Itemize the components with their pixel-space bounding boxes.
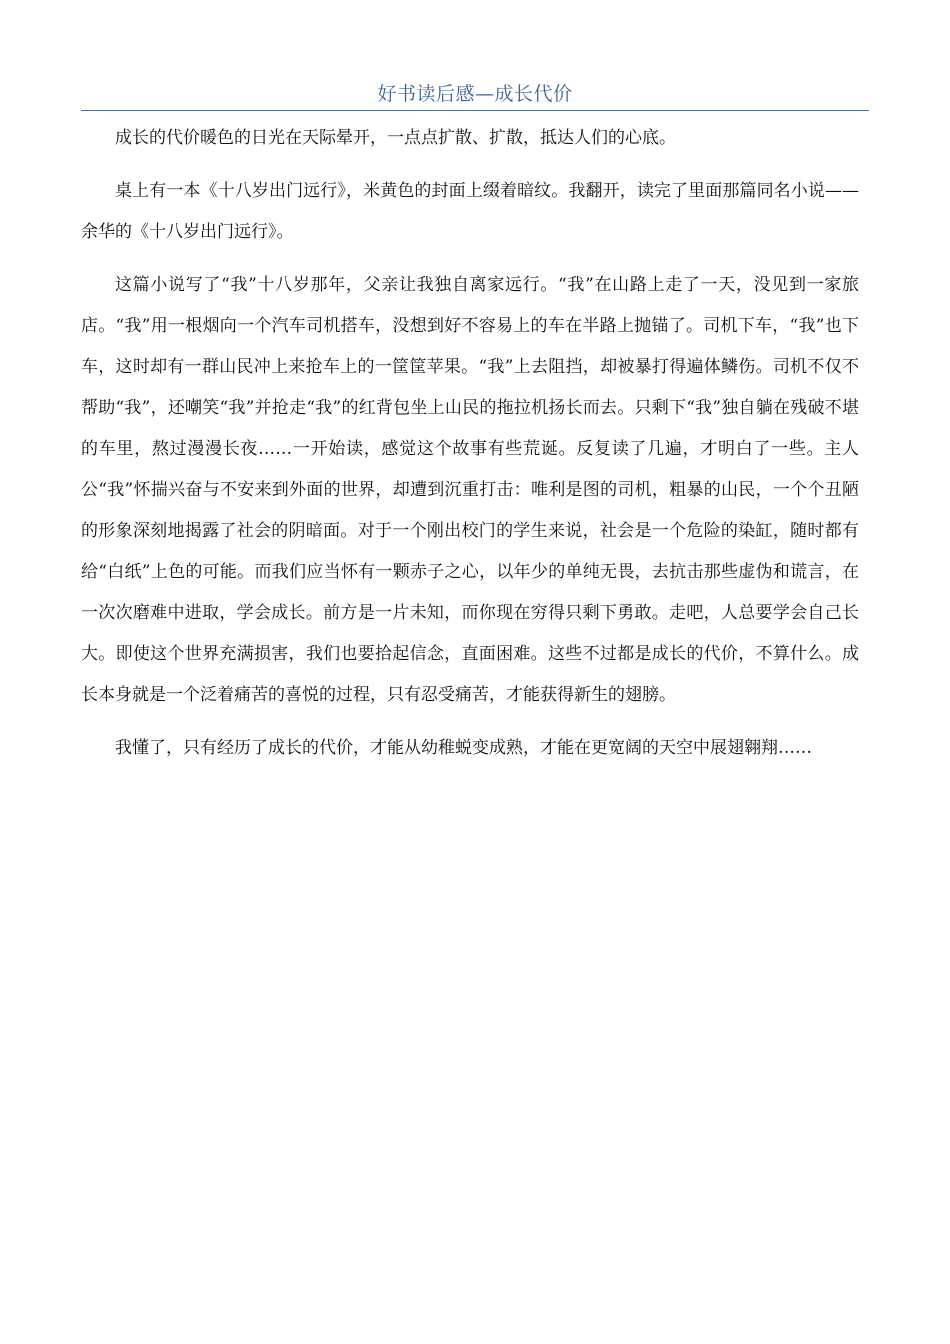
paragraph-2: 桌上有一本《十八岁出门远行》，米黄色的封面上缀着暗纹。我翻开，读完了里面那篇同名小说——余华的《十八岁出门远行》。 xyxy=(81,181,859,242)
header-title: 好书读后感—成长代价 xyxy=(377,83,573,105)
page-header xyxy=(81,80,869,111)
paragraph-3: 这篇小说写了“我”十八岁那年，父亲让我独自离家远行。“我”在山路上走了一天，没见到一家旅店。“我”用一根烟向一个汽车司机搭车，没想到好不容易上的车在半路上抛锚了。司机下车，“我”也下车，这时却有一群山民冲上来抢车上的一筐筐苹果。“我”上去阻挡，却被暴打得遍体鳞伤。司机不仅不帮助“我”，还嘲笑“我”并抢走“我”的红背包坐上山民的拖拉机扬长而去。只剩下“我”独自躺在残破不堪的车里，熬过漫漫长夜……一开始读，感觉这个故事有些荒诞。反复读了几遍，才明白了一些。主人公“我”怀揣兴奋与不安来到外面的世界，却遭到沉重打击：唯利是图的司机，粗暴的山民，一个个丑陋的形象深刻地揭露了社会的阴暗面。对于一个刚出校门的学生来说，社会是一个危险的染缸，随时都有给“白纸”上色的可能。而我们应当怀有一颗赤子之心，以年少的单纯无畏，去抗击那些虚伪和谎言，在一次次磨难中进取，学会成长。前方是一片未知，而你现在穷得只剩下勇敢。走吧，人总要学会自己长大。即使这个世界充满损害，我们也要拾起信念，直面困难。这些不过都是成长的代价，不算什么。成长本身就是一个泛着痛苦的喜悦的过程，只有忍受痛苦，才能获得新生的翅膀。 xyxy=(81,275,859,705)
paragraph-4: 我懂了，只有经历了成长的代价，才能从幼稚蜕变成熟，才能在更宽阔的天空中展翅翱翔…… xyxy=(115,738,812,758)
article-body xyxy=(81,118,859,781)
paragraph-1: 成长的代价暖色的日光在天际晕开，一点点扩散、扩散，抵达人们的心底。 xyxy=(115,128,676,148)
